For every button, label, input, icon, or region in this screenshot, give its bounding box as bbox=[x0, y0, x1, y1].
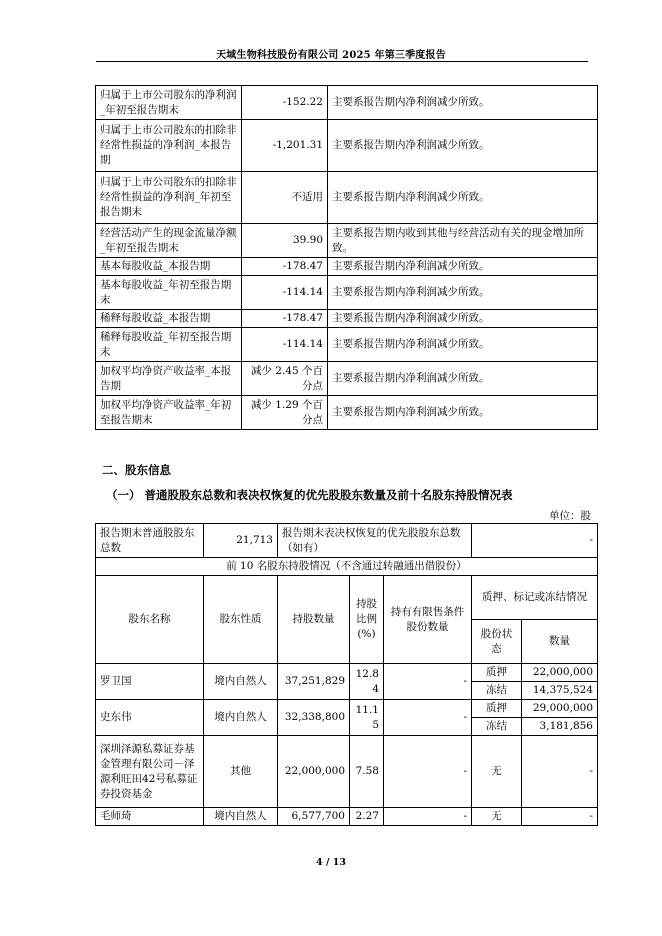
table-row bbox=[96, 224, 598, 258]
value-cell: 不适用 bbox=[242, 172, 328, 224]
value-cell: 减少 1.29 个百分点 bbox=[242, 396, 328, 430]
shareholder-shares: 6,577,700 bbox=[278, 808, 350, 826]
pledge-status: 质押 bbox=[472, 664, 522, 682]
item-cell: 归属于上市公司股东的扣除非经常性损益的净利润_年初至报告期末 bbox=[96, 172, 242, 224]
header-name: 股东名称 bbox=[96, 576, 204, 664]
total-holders-value: 21,713 bbox=[204, 524, 278, 558]
changes-table bbox=[95, 85, 598, 430]
section-title-shareholders: 二、股东信息 bbox=[102, 463, 171, 477]
shareholder-name: 罗卫国 bbox=[96, 664, 204, 700]
value-cell: -152.22 bbox=[242, 86, 328, 120]
page-number: 4 / 13 bbox=[316, 857, 346, 868]
pledge-qty: - bbox=[522, 808, 598, 826]
table-row bbox=[96, 396, 598, 430]
item-cell: 基本每股收益_本报告期 bbox=[96, 258, 242, 276]
pledge-qty: - bbox=[522, 736, 598, 808]
header-shares: 持股数量 bbox=[278, 576, 350, 664]
reason-cell: 主要系报告期内净利润减少所致。 bbox=[328, 362, 598, 396]
value-cell: -114.14 bbox=[242, 328, 328, 362]
header-qty: 数量 bbox=[522, 620, 598, 664]
reason-cell: 主要系报告期内净利润减少所致。 bbox=[328, 120, 598, 172]
header-ratio: 持股比例(%) bbox=[350, 576, 384, 664]
pledge-status: 无 bbox=[472, 808, 522, 826]
table-row bbox=[96, 258, 598, 276]
table-row bbox=[96, 700, 598, 718]
page-header: 天域生物科技股份有限公司 2025 年第三季度报告 bbox=[216, 50, 446, 61]
value-cell: -178.47 bbox=[242, 310, 328, 328]
pledge-qty: 14,375,524 bbox=[522, 682, 598, 700]
table-row bbox=[96, 664, 598, 682]
table-row bbox=[96, 310, 598, 328]
shareholder-name: 史东伟 bbox=[96, 700, 204, 736]
table-row bbox=[96, 276, 598, 310]
value-cell: -114.14 bbox=[242, 276, 328, 310]
top10-title: 前 10 名股东持股情况（不含通过转融通出借股份） bbox=[96, 558, 598, 576]
shareholder-shares: 32,338,800 bbox=[278, 700, 350, 736]
header-restricted: 持有有限售条件股份数量 bbox=[384, 576, 472, 664]
value-cell: 减少 2.45 个百分点 bbox=[242, 362, 328, 396]
header-pledge: 质押、标记或冻结情况 bbox=[472, 576, 598, 620]
shareholder-shares: 22,000,000 bbox=[278, 736, 350, 808]
item-cell: 基本每股收益_年初至报告期末 bbox=[96, 276, 242, 310]
pref-holders-label: 报告期末表决权恢复的优先股股东总数（如有） bbox=[278, 524, 472, 558]
shareholder-restricted: - bbox=[384, 808, 472, 826]
pledge-qty: 3,181,856 bbox=[522, 718, 598, 736]
item-cell: 归属于上市公司股东的扣除非经常性损益的净利润_本报告期 bbox=[96, 120, 242, 172]
shareholder-name: 深圳泽源私募证券基金管理有限公司－泽源利旺田42号私募证券投资基金 bbox=[96, 736, 204, 808]
reason-cell: 主要系报告期内净利润减少所致。 bbox=[328, 258, 598, 276]
pref-holders-value: - bbox=[472, 524, 598, 558]
item-cell: 稀释每股收益_年初至报告期末 bbox=[96, 328, 242, 362]
reason-cell: 主要系报告期内收到其他与经营活动有关的现金增加所致。 bbox=[328, 224, 598, 258]
reason-cell: 主要系报告期内净利润减少所致。 bbox=[328, 396, 598, 430]
pledge-status: 质押 bbox=[472, 700, 522, 718]
shareholder-ratio: 2.27 bbox=[350, 808, 384, 826]
header-status: 股份状态 bbox=[472, 620, 522, 664]
shareholder-nature: 境内自然人 bbox=[204, 664, 278, 700]
item-cell: 稀释每股收益_本报告期 bbox=[96, 310, 242, 328]
pledge-status: 无 bbox=[472, 736, 522, 808]
shareholder-nature: 境内自然人 bbox=[204, 700, 278, 736]
header-divider bbox=[96, 61, 588, 62]
shareholder-nature: 境内自然人 bbox=[204, 808, 278, 826]
table-row bbox=[96, 120, 598, 172]
pledge-status: 冻结 bbox=[472, 682, 522, 700]
item-cell: 加权平均净资产收益率_本报告期 bbox=[96, 362, 242, 396]
value-cell: -178.47 bbox=[242, 258, 328, 276]
unit-label: 单位：股 bbox=[549, 510, 591, 522]
table-row bbox=[96, 86, 598, 120]
shareholder-ratio: 12.84 bbox=[350, 664, 384, 700]
pledge-status: 冻结 bbox=[472, 718, 522, 736]
reason-cell: 主要系报告期内净利润减少所致。 bbox=[328, 328, 598, 362]
table-row bbox=[96, 736, 598, 808]
pledge-qty: 22,000,000 bbox=[522, 664, 598, 682]
value-cell: -1,201.31 bbox=[242, 120, 328, 172]
table-row bbox=[96, 362, 598, 396]
shareholder-shares: 37,251,829 bbox=[278, 664, 350, 700]
table-row bbox=[96, 172, 598, 224]
shareholder-restricted: - bbox=[384, 736, 472, 808]
shareholder-restricted: - bbox=[384, 700, 472, 736]
table-row bbox=[96, 808, 598, 826]
shareholder-name: 毛师琦 bbox=[96, 808, 204, 826]
value-cell: 39.90 bbox=[242, 224, 328, 258]
table-row bbox=[96, 328, 598, 362]
shareholder-restricted: - bbox=[384, 664, 472, 700]
header-nature: 股东性质 bbox=[204, 576, 278, 664]
shareholders-table bbox=[95, 523, 598, 826]
item-cell: 归属于上市公司股东的净利润_年初至报告期末 bbox=[96, 86, 242, 120]
reason-cell: 主要系报告期内净利润减少所致。 bbox=[328, 86, 598, 120]
item-cell: 经营活动产生的现金流量净额_年初至报告期末 bbox=[96, 224, 242, 258]
subsection-title: （一） 普通股股东总数和表决权恢复的优先股股东数量及前十名股东持股情况表 bbox=[106, 488, 513, 502]
shareholder-ratio: 11.15 bbox=[350, 700, 384, 736]
reason-cell: 主要系报告期内净利润减少所致。 bbox=[328, 172, 598, 224]
pledge-qty: 29,000,000 bbox=[522, 700, 598, 718]
item-cell: 加权平均净资产收益率_年初至报告期末 bbox=[96, 396, 242, 430]
total-holders-label: 报告期末普通股股东总数 bbox=[96, 524, 204, 558]
reason-cell: 主要系报告期内净利润减少所致。 bbox=[328, 276, 598, 310]
shareholder-nature: 其他 bbox=[204, 736, 278, 808]
reason-cell: 主要系报告期内净利润减少所致。 bbox=[328, 310, 598, 328]
shareholder-ratio: 7.58 bbox=[350, 736, 384, 808]
